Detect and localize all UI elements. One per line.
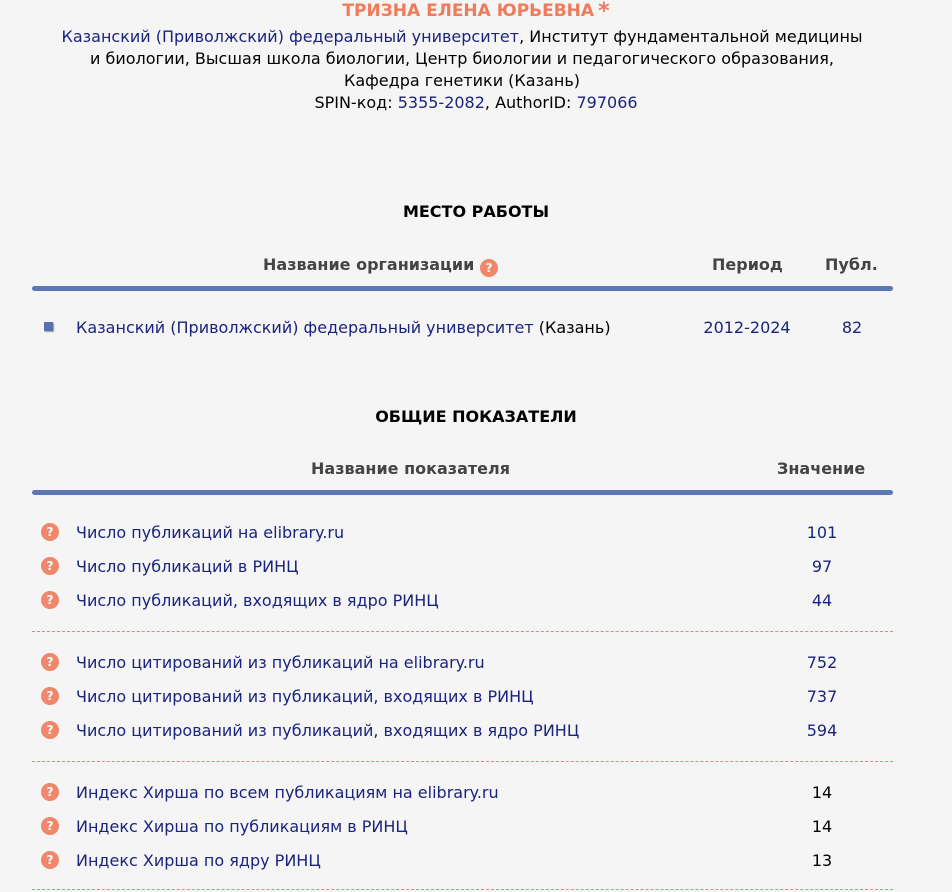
required-star: * <box>598 0 610 24</box>
workplace-header-rule <box>32 286 893 291</box>
group-divider <box>32 631 893 632</box>
metric-row-value[interactable]: 44 <box>811 591 833 610</box>
author-ids <box>0 92 952 114</box>
group-divider <box>32 761 893 762</box>
author-affiliation <box>58 26 866 92</box>
workplace-title: МЕСТО РАБОТЫ <box>402 202 550 221</box>
help-icon[interactable]: ? <box>41 557 59 575</box>
metric-row-value[interactable]: 594 <box>806 721 838 740</box>
workplace-org-link[interactable]: Казанский (Приволжский) федеральный университет <box>76 318 534 337</box>
spin-link[interactable]: 5355-2082 <box>397 93 485 112</box>
metrics-title: ОБЩИЕ ПОКАЗАТЕЛИ <box>375 407 577 426</box>
metric-row-label[interactable]: Число публикаций на elibrary.ru <box>76 523 345 542</box>
affiliation-org-link[interactable]: Казанский (Приволжский) федеральный университет <box>61 27 520 46</box>
metric-row-label[interactable]: Число публикаций в РИНЦ <box>76 557 299 576</box>
workplace-period: 2012-2024 <box>703 318 791 337</box>
metric-row-value: 14 <box>811 817 833 836</box>
author-name <box>0 0 952 23</box>
author-id-link[interactable]: 797066 <box>576 93 638 112</box>
help-icon[interactable]: ? <box>41 591 59 609</box>
metric-row-label[interactable]: Число цитирований из публикаций на elibrary.ru <box>76 653 485 672</box>
metric-row-value: 14 <box>811 783 833 802</box>
help-icon[interactable]: ? <box>41 687 59 705</box>
metric-row-value[interactable]: 752 <box>806 653 838 672</box>
metric-row-label[interactable]: Число публикаций, входящих в ядро РИНЦ <box>76 591 439 610</box>
workplace-col-pubs: Публ. <box>825 255 878 274</box>
metric-row-value[interactable]: 737 <box>806 687 838 706</box>
help-icon[interactable]: ? <box>41 523 59 541</box>
metric-row-label[interactable]: Индекс Хирша по публикациям в РИНЦ <box>76 817 408 836</box>
help-icon[interactable]: ? <box>480 259 498 277</box>
metric-row-label[interactable]: Индекс Хирша по ядру РИНЦ <box>76 851 321 870</box>
metric-row-label[interactable]: Индекс Хирша по всем публикациям на elibrary.ru <box>76 783 499 802</box>
metric-row-value[interactable]: 101 <box>806 523 838 542</box>
spin-label: SPIN-код: <box>314 93 398 112</box>
author-id-label: , AuthorID: <box>484 93 577 112</box>
help-icon[interactable]: ? <box>41 817 59 835</box>
workplace-col-period: Период <box>712 255 783 274</box>
metrics-col-value: Значение <box>777 459 866 478</box>
workplace-row <box>76 318 611 338</box>
workplace-city: (Казань) <box>533 318 611 337</box>
help-icon[interactable]: ? <box>41 653 59 671</box>
workplace-col-org <box>263 255 498 277</box>
metrics-header-rule <box>32 490 893 495</box>
col-org-label: Название организации <box>263 255 475 274</box>
metric-row-value: 13 <box>811 851 833 870</box>
metric-row-value[interactable]: 97 <box>811 557 833 576</box>
help-icon[interactable]: ? <box>41 851 59 869</box>
affiliation-rest: , Институт фундаментальной медицины и биологии, Высшая школа биологии, Центр биологии и педагогического образования, Кафедра генетики (Казань) <box>90 27 863 90</box>
help-icon[interactable]: ? <box>41 721 59 739</box>
metric-row-label[interactable]: Число цитирований из публикаций, входящих в РИНЦ <box>76 687 534 706</box>
author-name-text: ТРИЗНА ЕЛЕНА ЮРЬЕВНА <box>342 1 595 21</box>
metrics-col-name: Название показателя <box>311 459 511 478</box>
square-bullet-icon <box>44 322 53 331</box>
help-icon[interactable]: ? <box>41 783 59 801</box>
workplace-pubs-link[interactable]: 82 <box>841 318 863 337</box>
group-divider <box>32 889 893 890</box>
metric-row-label[interactable]: Число цитирований из публикаций, входящих в ядро РИНЦ <box>76 721 580 740</box>
